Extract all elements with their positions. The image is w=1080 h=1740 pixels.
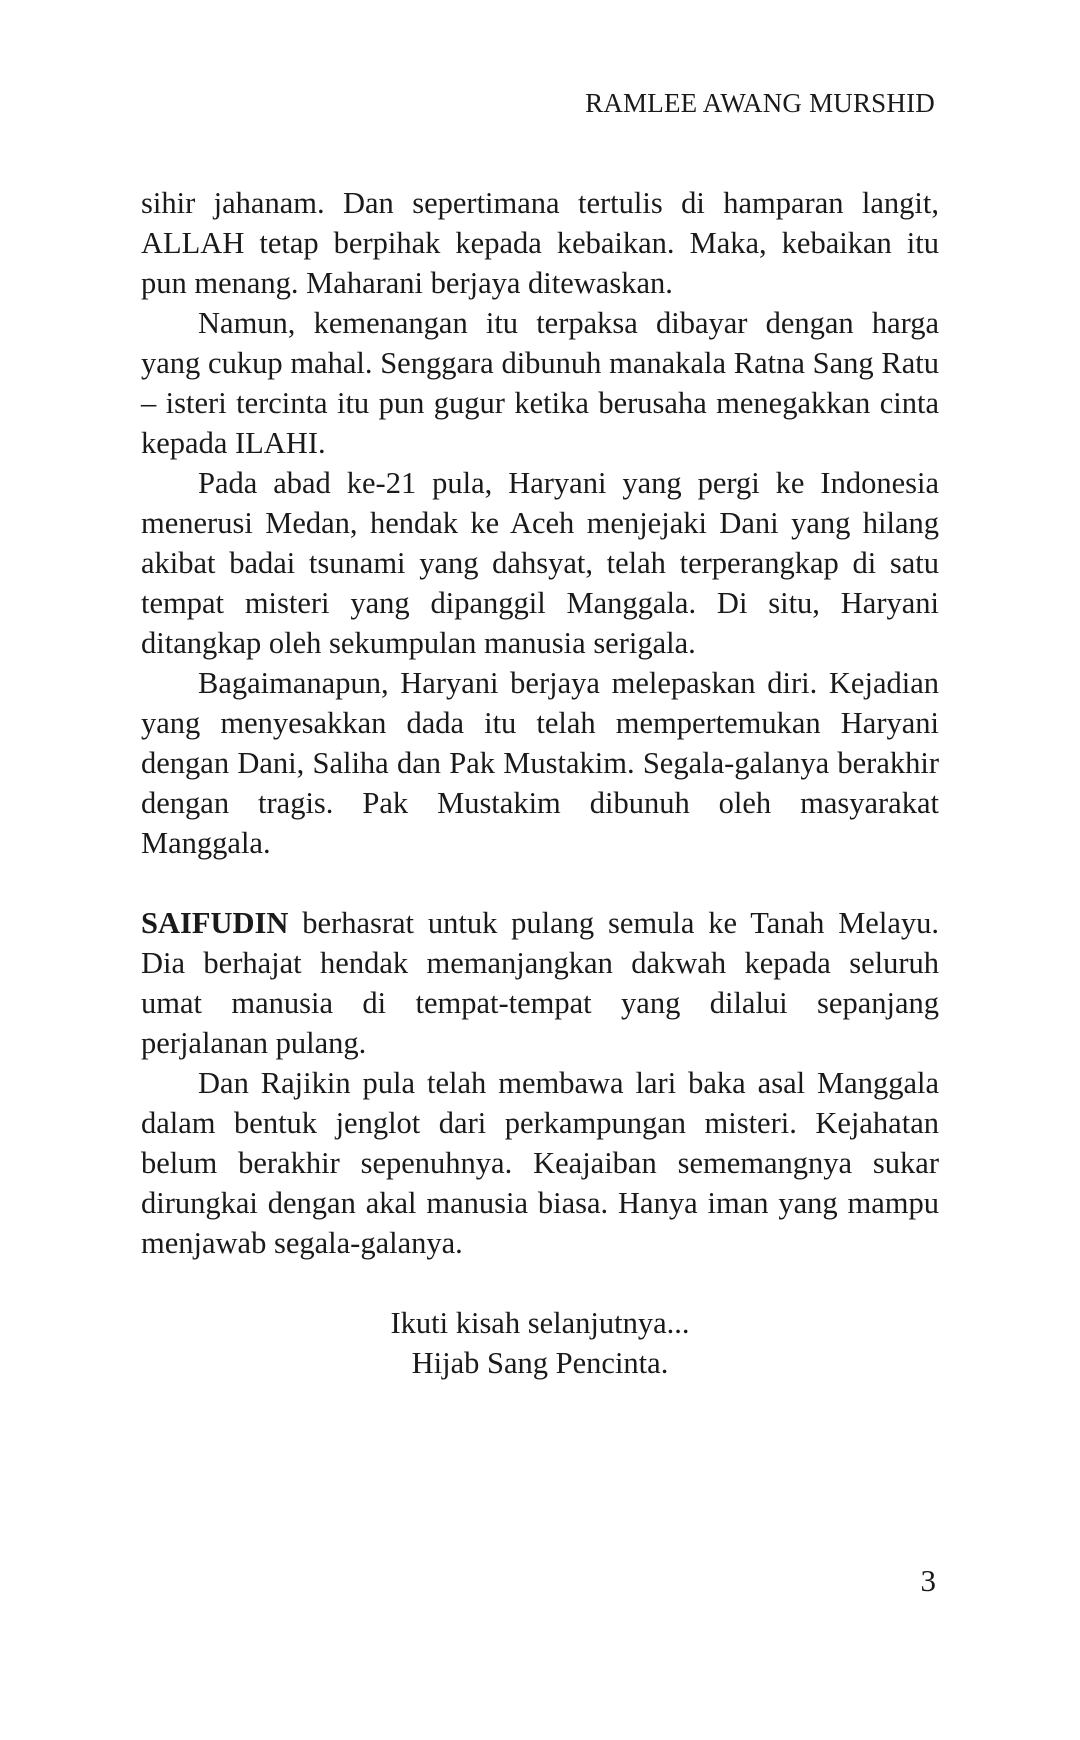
paragraph-6: [141, 1063, 939, 1263]
closing-line-2: Hijab Sang Pencinta.: [411, 1346, 669, 1380]
paragraph-5: [141, 903, 939, 1063]
paragraph-1: [141, 183, 939, 303]
running-header: RAMLEE AWANG MURSHID: [585, 88, 935, 118]
paragraph-1-text: sihir jahanam. Dan sepertimana tertulis di hamparan langit, ALLAH tetap berpihak kepada kebaikan. Maka, kebaikan itu pun menang. Maharani berjaya ditewaskan.: [141, 186, 939, 300]
paragraph-2-text: Namun, kemenangan itu terpaksa dibayar dengan harga yang cukup mahal. Senggara dibunuh manakala Ratna Sang Ratu – isteri tercinta itu pun gugur ketika berusaha menegakkan cinta kepada ILAHI.: [141, 306, 939, 460]
paragraph-2: [141, 303, 939, 463]
paragraph-3-text: Pada abad ke-21 pula, Haryani yang pergi ke Indonesia menerusi Medan, hendak ke Aceh menjejaki Dani yang hilang akibat badai tsunami yang dahsyat, telah terperangkap di satu tempat misteri yang dipanggil Manggala. Di situ, Haryani ditangkap oleh sekumpulan manusia serigala.: [141, 466, 939, 660]
closing-line-1: Ikuti kisah selanjutnya...: [390, 1306, 690, 1340]
paragraph-5-lead-word: SAIFUDIN: [141, 906, 289, 940]
body-text: [141, 183, 939, 1263]
paragraph-5-text: berhasrat untuk pulang semula ke Tanah Melayu. Dia berhajat hendak memanjangkan dakwah kepada seluruh umat manusia di tempat-tempat yang dilalui sepanjang perjalanan pulang.: [141, 906, 939, 1060]
paragraph-4-text: Bagaimanapun, Haryani berjaya melepaskan diri. Kejadian yang menyesakkan dada itu telah mempertemukan Haryani dengan Dani, Saliha dan Pak Mustakim. Segala-galanya berakhir dengan tragis. Pak Mustakim dibunuh oleh masyarakat Manggala.: [141, 666, 939, 860]
page-number: 3: [920, 1563, 936, 1598]
paragraph-3: [141, 463, 939, 663]
paragraph-4: [141, 663, 939, 863]
closing-lines: [141, 1303, 939, 1383]
paragraph-6-text: Dan Rajikin pula telah membawa lari baka asal Manggala dalam bentuk jenglot dari perkampungan misteri. Kejahatan belum berakhir sepenuhnya. Keajaiban sememangnya sukar dirungkai dengan akal manusia biasa. Hanya iman yang mampu menjawab segala-galanya.: [141, 1066, 939, 1260]
